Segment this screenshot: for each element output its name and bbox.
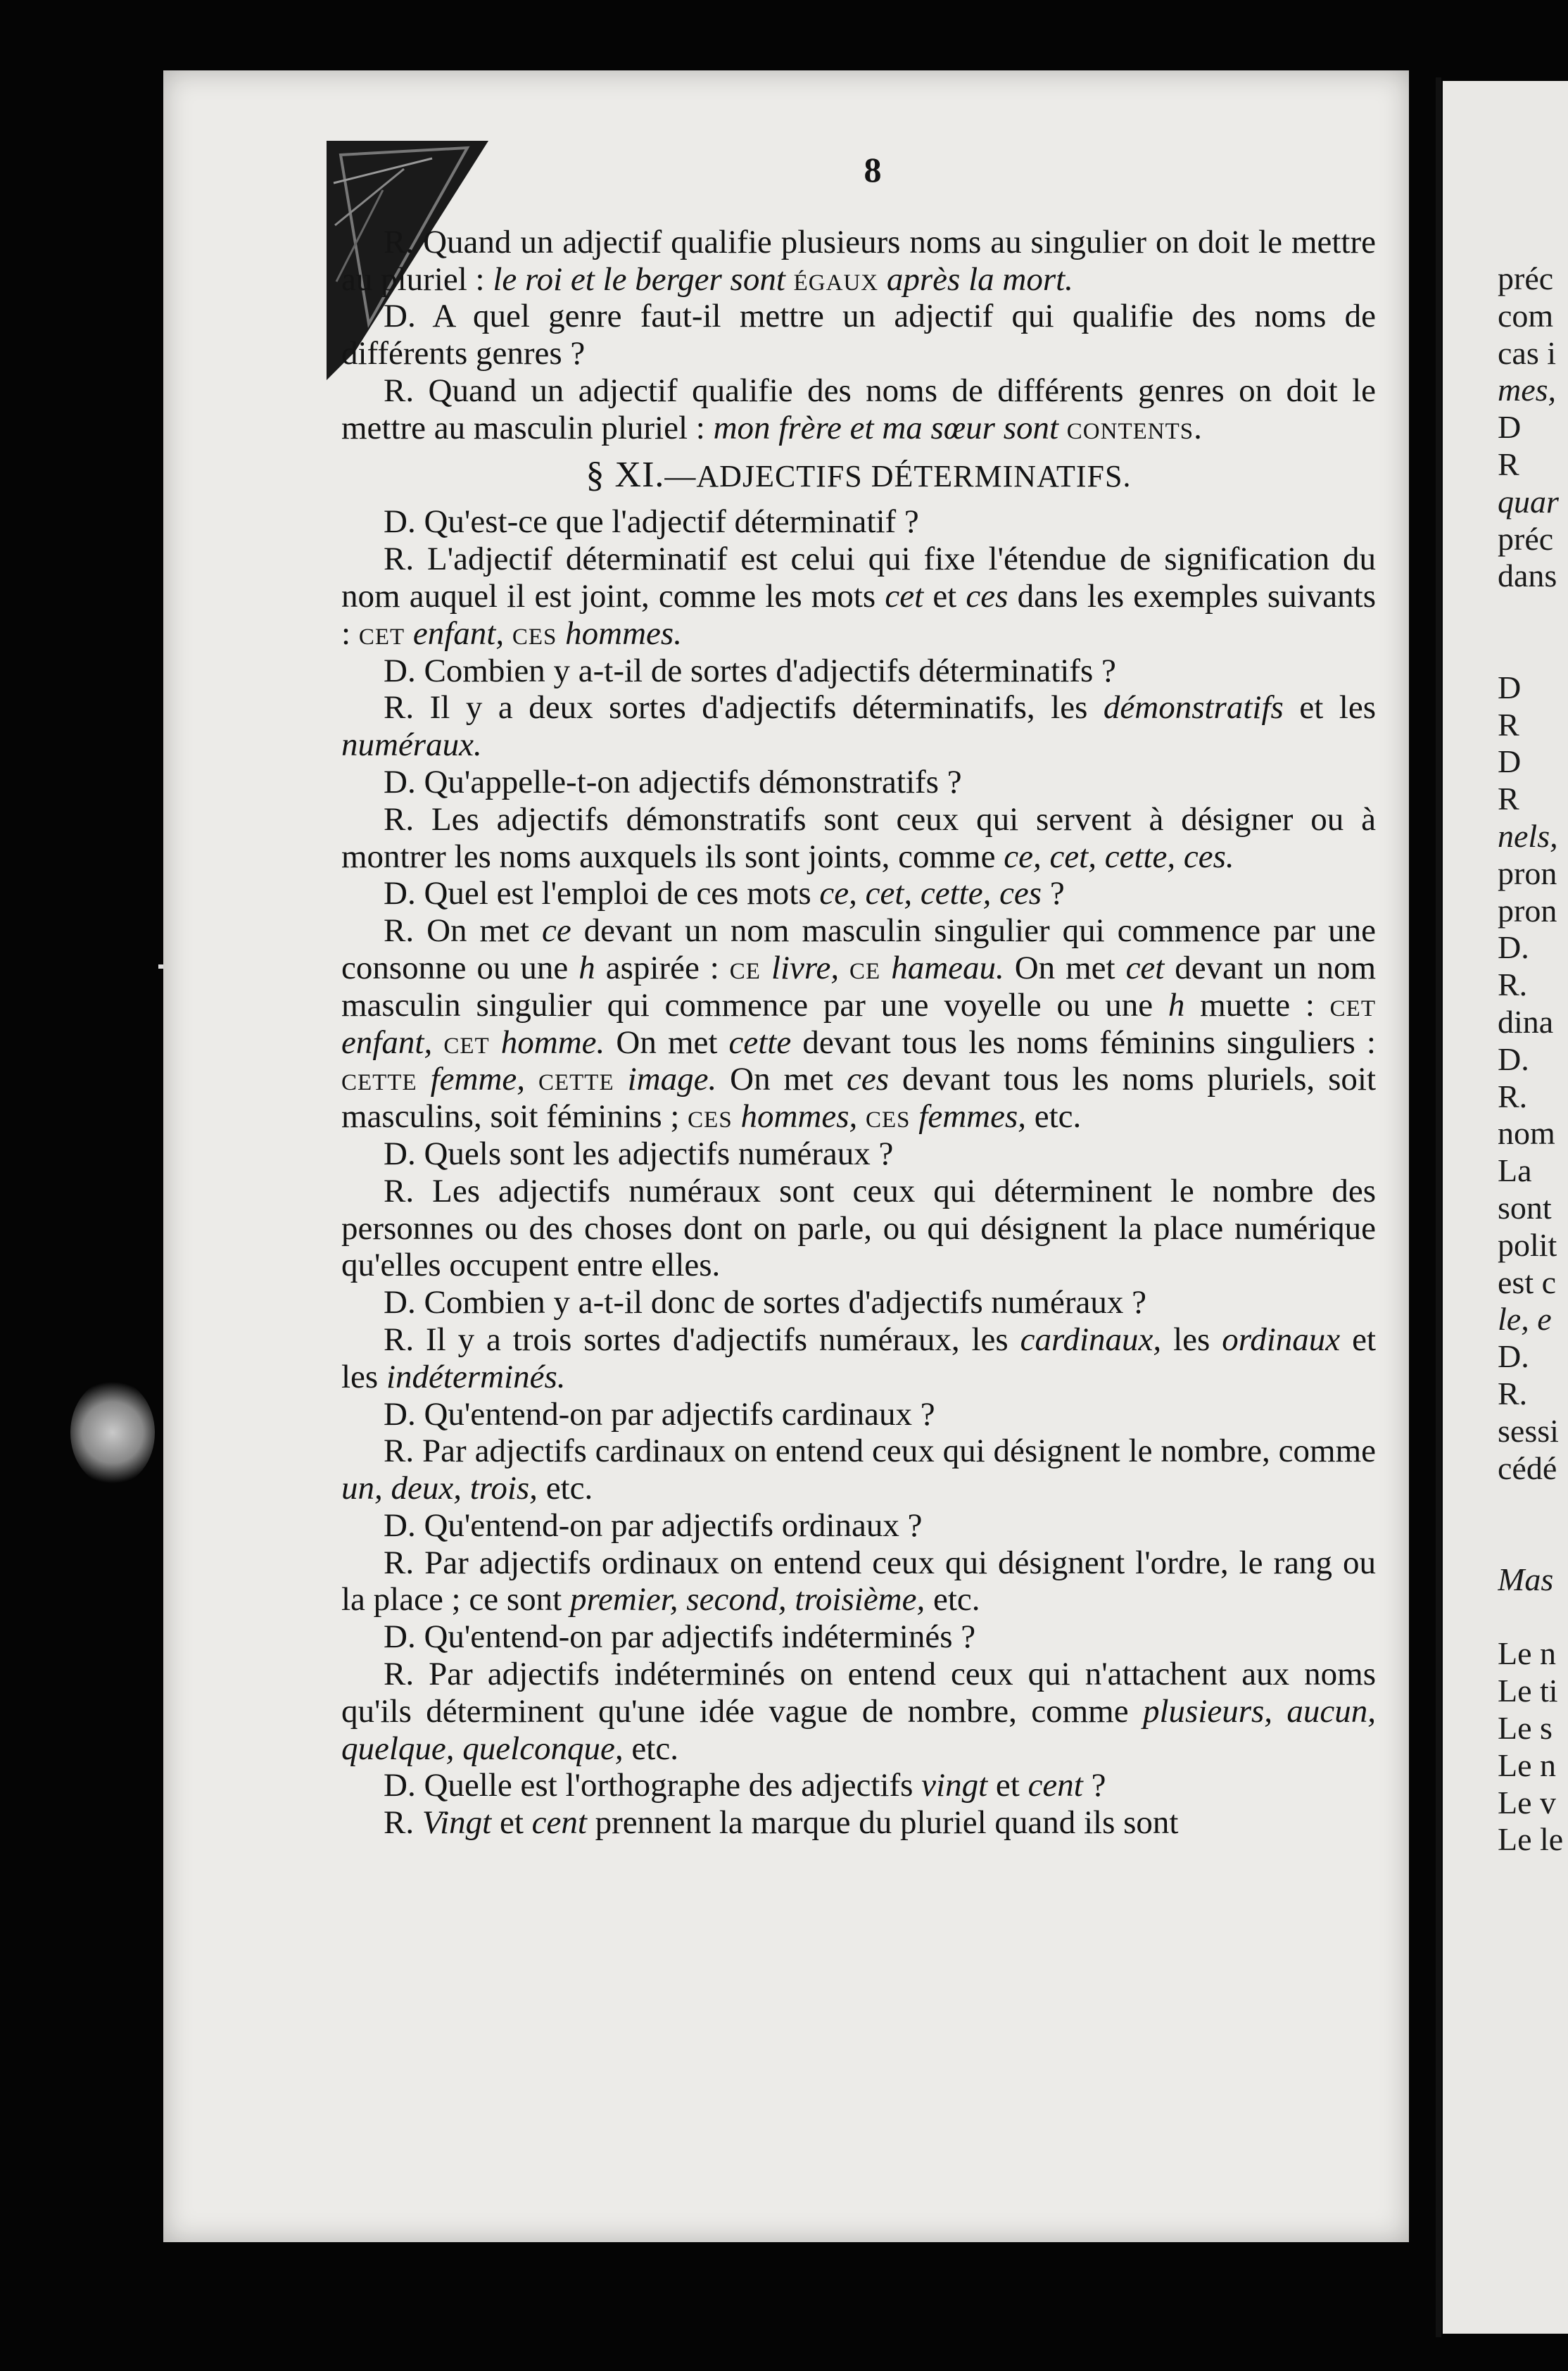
text-run: On met [414, 912, 542, 950]
fragment-text: cas i [1498, 334, 1557, 371]
paragraph-label: R. [384, 912, 415, 950]
fragment-text: Mas [1498, 1561, 1554, 1597]
answer-paragraph [341, 1173, 1376, 1284]
fragment-text: nels, [1498, 817, 1558, 854]
fragment-text: R. [1498, 1375, 1528, 1411]
text-run: Il y a deux sortes d'adjectifs déterminatifs, les [414, 689, 1104, 727]
italic-text: ce, cet, cette, ces. [1004, 838, 1234, 875]
body-text [341, 224, 1376, 1842]
text-run: Les adjectifs numéraux sont ceux qui déterminent le nombre des personnes ou des choses dont on parle, ou qui désignent la place numérique qu'elles occupent entre elles. [341, 1172, 1376, 1284]
text-run [490, 1024, 501, 1061]
text-run: L'adjectif déterminatif est celui qui fixe l'étendue de signification du nom auquel il est joint, comme les mots [341, 541, 1376, 615]
question-paragraph [341, 653, 1376, 690]
text-run: Par adjectifs indéterminés on entend ceux qui n'attachent aux noms qu'ils déterminent qu'une idée vague de nombre, comme [341, 1656, 1376, 1730]
paragraph-label: D. [384, 298, 416, 335]
paragraph-label: R. [384, 223, 415, 260]
facing-page-fragment [1498, 335, 1568, 372]
answer-paragraph [341, 912, 1376, 1136]
fragment-text: D [1498, 743, 1522, 780]
small-caps-text: contents. [1066, 409, 1203, 446]
fragment-text: est c [1498, 1264, 1557, 1300]
paragraph-label: R. [384, 1656, 415, 1693]
text-run: devant tous les noms féminins singuliers : [791, 1024, 1376, 1061]
paragraph-label: R. [384, 689, 415, 727]
facing-page-fragment [1498, 1673, 1568, 1710]
italic-text: plusieurs, aucun, quelque, quelconque, [341, 1692, 1376, 1767]
italic-text: Vingt [422, 1804, 492, 1842]
small-caps-text: cet [443, 1024, 490, 1061]
text-run: Qu'entend-on par adjectifs indéterminés ? [415, 1618, 976, 1656]
fragment-text: D. [1498, 1040, 1529, 1077]
text-run: Qu'est-ce que l'adjectif déterminatif ? [415, 503, 919, 541]
text-run: prennent la marque du pluriel quand ils sont [586, 1804, 1179, 1842]
italic-text: démonstratifs [1103, 689, 1284, 727]
facing-page-fragment [1498, 743, 1568, 781]
facing-page-fragment [1498, 707, 1568, 744]
italic-text: le roi et le berger sont [493, 260, 785, 298]
small-caps-text: ce [849, 949, 881, 986]
italic-text: ce [541, 912, 571, 950]
text-run: les [1161, 1321, 1222, 1358]
text-run [785, 261, 794, 298]
page-content [341, 151, 1376, 1842]
italic-text: vingt [921, 1767, 988, 1804]
question-paragraph [341, 298, 1376, 372]
fragment-text: sessi [1498, 1412, 1559, 1449]
fragment-text: préc [1498, 520, 1554, 557]
paragraph-label: D. [384, 1767, 416, 1804]
facing-page-fragment [1498, 1524, 1568, 1561]
text-run [761, 950, 771, 986]
italic-text: cet [1125, 949, 1165, 986]
text-run: etc. [1026, 1098, 1082, 1136]
paragraph-label: D. [384, 875, 416, 912]
text-run [525, 1061, 538, 1098]
facing-page-text [1498, 260, 1568, 1859]
section-title: —ADJECTIFS DÉTERMINATIFS. [664, 458, 1132, 493]
book-spine [1436, 77, 1441, 2337]
paragraph-label: R. [384, 372, 415, 409]
italic-text: mon frère et ma sœur sont [713, 409, 1059, 446]
paragraph-label: D. [384, 1284, 416, 1321]
facing-page-fragment [1498, 484, 1568, 521]
facing-page-fragment [1498, 1338, 1568, 1376]
small-caps-text: ces [512, 615, 557, 652]
facing-page-fragment [1498, 1115, 1568, 1152]
paragraph-label: R. [384, 1804, 415, 1842]
paragraph-label: R. [384, 541, 415, 578]
fragment-text: R [1498, 446, 1519, 482]
text-run: et les [341, 1321, 1376, 1395]
text-run: On met [605, 1024, 729, 1061]
fragment-text: Le le [1498, 1821, 1564, 1858]
italic-text: cent [1028, 1767, 1083, 1804]
text-run: et les [1283, 689, 1376, 727]
text-run [417, 1061, 431, 1098]
facing-page-fragment [1498, 1785, 1568, 1822]
italic-text: homme. [500, 1024, 605, 1061]
small-caps-text: cet [358, 615, 405, 652]
facing-page-fragment [1498, 1635, 1568, 1673]
question-paragraph [341, 1767, 1376, 1804]
question-paragraph [341, 1136, 1376, 1173]
italic-text: image. [627, 1061, 717, 1098]
italic-text: numéraux. [341, 727, 482, 764]
small-caps-text: cette [341, 1061, 417, 1098]
paragraph-label: R. [384, 1321, 415, 1358]
facing-page-fragment [1498, 632, 1568, 669]
facing-page-fragment [1498, 1710, 1568, 1747]
text-run: Combien y a-t-il donc de sortes d'adjectifs numéraux ? [415, 1284, 1146, 1321]
text-run: Quand un adjectif qualifie des noms de différents genres on doit le mettre au masculin pluriel : [341, 372, 1376, 446]
italic-text: ces [966, 577, 1009, 615]
text-run [839, 950, 849, 986]
facing-page-fragment [1498, 1004, 1568, 1041]
fragment-text: le, e [1498, 1301, 1552, 1338]
facing-page-fragment [1498, 595, 1568, 632]
answer-paragraph [341, 1804, 1376, 1842]
facing-page-fragment [1498, 446, 1568, 484]
paragraph-label: D. [384, 1395, 416, 1433]
facing-page-fragment [1498, 1450, 1568, 1488]
facing-page-fragment [1498, 818, 1568, 855]
ink-blot [70, 1380, 155, 1485]
fragment-text: D. [1498, 929, 1529, 966]
italic-text: ces [846, 1061, 889, 1098]
question-paragraph [341, 764, 1376, 801]
italic-text: cet [885, 577, 924, 615]
italic-text: femmes, [918, 1098, 1026, 1136]
fragment-text: Le v [1498, 1784, 1557, 1820]
facing-page-fragment [1498, 1264, 1568, 1302]
italic-text: cent [531, 1804, 587, 1842]
italic-text: enfant, [341, 1024, 433, 1061]
facing-page-fragment [1498, 1747, 1568, 1785]
facing-page-fragment [1498, 298, 1568, 335]
text-run: et [923, 577, 966, 615]
section-mark: § XI. [586, 454, 665, 495]
question-paragraph [341, 503, 1376, 541]
text-run: Par adjectifs ordinaux on entend ceux qui désignent l'ordre, le rang ou la place ; ce sont [341, 1544, 1376, 1618]
facing-page-fragment [1498, 1152, 1568, 1190]
text-run: devant un nom masculin singulier qui commence par une consonne ou une [341, 912, 1376, 986]
text-run: devant un nom masculin singulier qui commence par une voyelle ou une [341, 949, 1377, 1024]
fragment-text: cédé [1498, 1449, 1557, 1486]
fragment-text: Le n [1498, 1747, 1557, 1783]
text-run: etc. [623, 1730, 678, 1767]
italic-text: ordinaux [1222, 1321, 1341, 1358]
facing-page-fragment [1498, 1078, 1568, 1116]
text-run: Qu'appelle-t-on adjectifs démonstratifs ? [415, 763, 962, 800]
facing-page-fragment [1498, 1487, 1568, 1524]
question-paragraph [341, 875, 1376, 912]
fragment-text: préc [1498, 260, 1554, 296]
italic-text: cardinaux, [1020, 1321, 1162, 1358]
fragment-text: pron [1498, 892, 1557, 929]
question-paragraph [341, 1284, 1376, 1321]
fragment-text: sont [1498, 1189, 1552, 1226]
text-run [614, 1061, 628, 1098]
answer-paragraph [341, 689, 1376, 764]
text-run: Combien y a-t-il de sortes d'adjectifs déterminatifs ? [415, 652, 1116, 689]
text-run [857, 1098, 866, 1135]
italic-text: cette [728, 1024, 792, 1061]
facing-page-fragment [1498, 669, 1568, 707]
italic-text: hommes. [565, 615, 682, 652]
text-run: Il y a trois sortes d'adjectifs numéraux, les [414, 1321, 1020, 1358]
section-heading [341, 454, 1376, 496]
fragment-text: quar [1498, 483, 1559, 520]
facing-page-fragment [1498, 409, 1568, 446]
fragment-text: Le n [1498, 1635, 1557, 1672]
text-run: muette : [1184, 986, 1330, 1024]
fragment-text: pron [1498, 855, 1557, 891]
facing-page-fragment [1498, 929, 1568, 967]
text-run: Qu'entend-on par adjectifs ordinaux ? [415, 1507, 923, 1544]
facing-page-fragment [1498, 1301, 1568, 1338]
small-caps-text: égaux [793, 260, 879, 298]
answer-paragraph [341, 1321, 1376, 1396]
facing-page-fragment [1498, 967, 1568, 1004]
answer-paragraph [341, 224, 1376, 298]
facing-page-fragment [1498, 260, 1568, 298]
fragment-text: dans [1498, 558, 1557, 594]
paragraph-label: R. [384, 800, 415, 838]
text-run [878, 261, 887, 298]
italic-text: après la mort. [886, 260, 1073, 298]
text-run: ? [1042, 875, 1065, 912]
fragment-text: R. [1498, 1078, 1528, 1114]
fragment-text: Le ti [1498, 1673, 1558, 1709]
fragment-text: Le s [1498, 1710, 1553, 1747]
text-run [405, 615, 413, 652]
italic-text: indéterminés. [386, 1358, 566, 1395]
answer-paragraph [341, 1433, 1376, 1507]
page-number: 8 [864, 150, 882, 189]
answer-paragraph [341, 1545, 1376, 1619]
text-run: Quelle est l'orthographe des adjectifs [415, 1767, 922, 1804]
paragraph-label: D. [384, 1135, 416, 1172]
text-run: Quel est l'emploi de ces mots [415, 875, 820, 912]
text-run [1058, 410, 1067, 446]
small-caps-text: ces [866, 1098, 911, 1136]
fragment-text: polit [1498, 1226, 1557, 1263]
fragment-text: nom [1498, 1115, 1555, 1152]
facing-page-fragment [1498, 558, 1568, 595]
paragraph-label: R. [384, 1544, 415, 1581]
facing-page-fragment [1498, 1227, 1568, 1264]
text-run: Quels sont les adjectifs numéraux ? [415, 1135, 894, 1172]
facing-page-fragment [1498, 1376, 1568, 1413]
fragment-text: R [1498, 706, 1519, 743]
answer-paragraph [341, 1656, 1376, 1767]
fragment-text: D [1498, 669, 1522, 705]
italic-text: femme, [430, 1061, 526, 1098]
facing-page-fragment [1498, 1821, 1568, 1859]
text-run: ? [1082, 1767, 1106, 1804]
text-run [911, 1098, 919, 1135]
paragraph-label: D. [384, 652, 416, 689]
text-run [557, 615, 565, 652]
text-run: aspirée : [595, 949, 730, 986]
facing-page-fragment [1498, 1041, 1568, 1078]
italic-text: un, deux, trois, [341, 1470, 538, 1507]
paragraph-label: R. [384, 1433, 415, 1470]
italic-text: hommes, [740, 1098, 858, 1136]
italic-text: h [578, 949, 595, 986]
text-run: et [491, 1804, 532, 1842]
text-run: dans les exemples suivants : [341, 577, 1376, 652]
facing-page-fragment [1498, 1599, 1568, 1636]
text-run: etc. [537, 1470, 593, 1507]
text-run: A quel genre faut-il mettre un adjectif qui qualifie des noms de différents genres ? [341, 298, 1376, 372]
facing-page-fragment [1498, 372, 1568, 409]
paragraph-label: D. [384, 763, 416, 800]
small-caps-text: cet [1329, 986, 1376, 1024]
fragment-text: mes, [1498, 372, 1557, 408]
question-paragraph [341, 1618, 1376, 1656]
answer-paragraph [341, 372, 1376, 447]
paragraph-label: D. [384, 1618, 416, 1656]
facing-page-fragment [1498, 855, 1568, 893]
text-run [504, 615, 512, 652]
text-run: Par adjectifs cardinaux on entend ceux qui désignent le nombre, comme [414, 1433, 1376, 1470]
small-caps-text: ces [688, 1098, 733, 1136]
facing-page-fragment [1498, 521, 1568, 558]
facing-page-fragment [1498, 1413, 1568, 1450]
text-run: On met [1004, 949, 1126, 986]
italic-text: hameau. [891, 949, 1004, 986]
fragment-text: D [1498, 409, 1522, 446]
text-run [432, 1024, 443, 1061]
facing-page-fragment [1498, 893, 1568, 930]
italic-text: premier, second, troisième, [569, 1581, 925, 1618]
text-run: Qu'entend-on par adjectifs cardinaux ? [415, 1395, 935, 1433]
italic-text: h [1168, 986, 1185, 1024]
answer-paragraph [341, 541, 1376, 652]
fragment-text: com [1498, 297, 1554, 334]
paragraph-label: R. [384, 1172, 415, 1209]
facing-page-fragment [1498, 1561, 1568, 1599]
paragraph-label: D. [384, 1507, 416, 1544]
question-paragraph [341, 1507, 1376, 1545]
small-caps-text: cette [538, 1061, 614, 1098]
text-run: etc. [925, 1581, 980, 1618]
fragment-text: La [1498, 1152, 1532, 1189]
text-run: On met [716, 1061, 847, 1098]
fragment-text: D. [1498, 1338, 1529, 1375]
small-caps-text: ce [729, 949, 761, 986]
fragment-text: dina [1498, 1003, 1554, 1040]
facing-page-fragment [1498, 781, 1568, 818]
facing-page-fragment [1498, 1190, 1568, 1227]
text-run [880, 950, 891, 986]
text-run: et [987, 1767, 1028, 1804]
question-paragraph [341, 1396, 1376, 1433]
text-run: Quand un adjectif qualifie plusieurs noms au singulier on doit le mettre au pluriel : [341, 223, 1376, 298]
text-run [733, 1098, 741, 1135]
text-run: devant tous les noms pluriels, soit masculins, soit féminins ; [341, 1061, 1377, 1136]
paragraph-label: D. [384, 503, 416, 541]
italic-text: ce, cet, cette, ces [819, 875, 1042, 912]
text-run [414, 1804, 422, 1841]
fragment-text: R. [1498, 967, 1528, 1003]
answer-paragraph [341, 801, 1376, 876]
text-run: Les adjectifs démonstratifs sont ceux qui servent à désigner ou à montrer les noms auxquels ils sont joints, comme [341, 800, 1376, 875]
fragment-text: R [1498, 781, 1519, 817]
italic-text: enfant, [412, 615, 505, 652]
italic-text: livre, [771, 949, 840, 986]
